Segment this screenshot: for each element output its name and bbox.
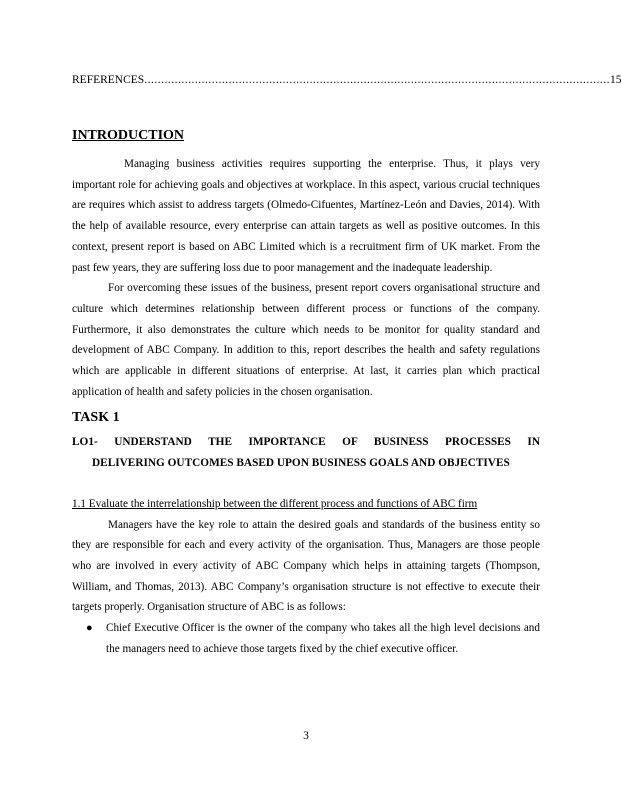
- task-heading: TASK 1: [72, 410, 120, 426]
- bullet-icon: ●: [86, 622, 93, 635]
- section-subheading: 1.1 Evaluate the interrelationship between the different process and functions of ABC firm: [72, 497, 478, 510]
- list-item-text: Chief Executive Officer is the owner of the company who takes all the high level decisions and the managers need to achieve those targets fixed by the chief executive officer.: [106, 622, 540, 655]
- document-body: [72, 126, 540, 659]
- learning-outcome-line-2: DELIVERING OUTCOMES BASED UPON BUSINESS GOALS AND OBJECTIVES: [92, 457, 510, 470]
- bullet-list: [72, 618, 540, 659]
- toc-page-number: 15: [609, 74, 621, 86]
- page-number: 3: [303, 730, 309, 742]
- section-paragraph: Managers have the key role to attain the desired goals and standards of the business entity so they are responsible for each and every activity of the organisation. Thus, Managers are those people who are involved in every activity of ABC Company which helps in attaining targets (Thompson, William, and Thomas, 2013). ABC Company’s organisation structure is not effective to execute their targets properly. Organisation structure of ABC is as follows:: [72, 518, 540, 614]
- learning-outcome-line-1: LO1- UNDERSTAND THE IMPORTANCE OF BUSINESS PROCESSES IN: [72, 436, 540, 449]
- introduction-heading: INTRODUCTION: [72, 128, 185, 143]
- toc-label: REFERENCES: [72, 74, 145, 86]
- introduction-paragraph-1: Managing business activities requires supporting the enterprise. Thus, it plays very important role for achieving goals and objectives at workplace. In this aspect, various crucial techniques are requires which assist to address targets (Olmedo-Cifuentes, Martínez-León and Davies, 2014). With the help of available resource, every enterprise can attain targets as well as positive outcomes. In this context, present report is based on ABC Limited which is a recruitment firm of UK market. From the past few years, they are suffering loss due to poor management and the inadequate leadership.: [72, 158, 540, 274]
- toc-entry-references[interactable]: [72, 72, 621, 88]
- introduction-paragraph-2: For overcoming these issues of the business, present report covers organisational structure and culture which determines relationship between different process or functions of the company. Furthermore, it also demonstrates the culture which needs to be monitor for quality standard and development of ABC Company. In addition to this, report describes the health and safety regulations which are applicable in different situations of enterprise. At last, it carries plan which practical application of health and safety policies in the chosen organisation.: [72, 282, 540, 398]
- list-item: [72, 618, 540, 659]
- toc-leader-dots: ..........................................................................................................................................: [144, 74, 610, 86]
